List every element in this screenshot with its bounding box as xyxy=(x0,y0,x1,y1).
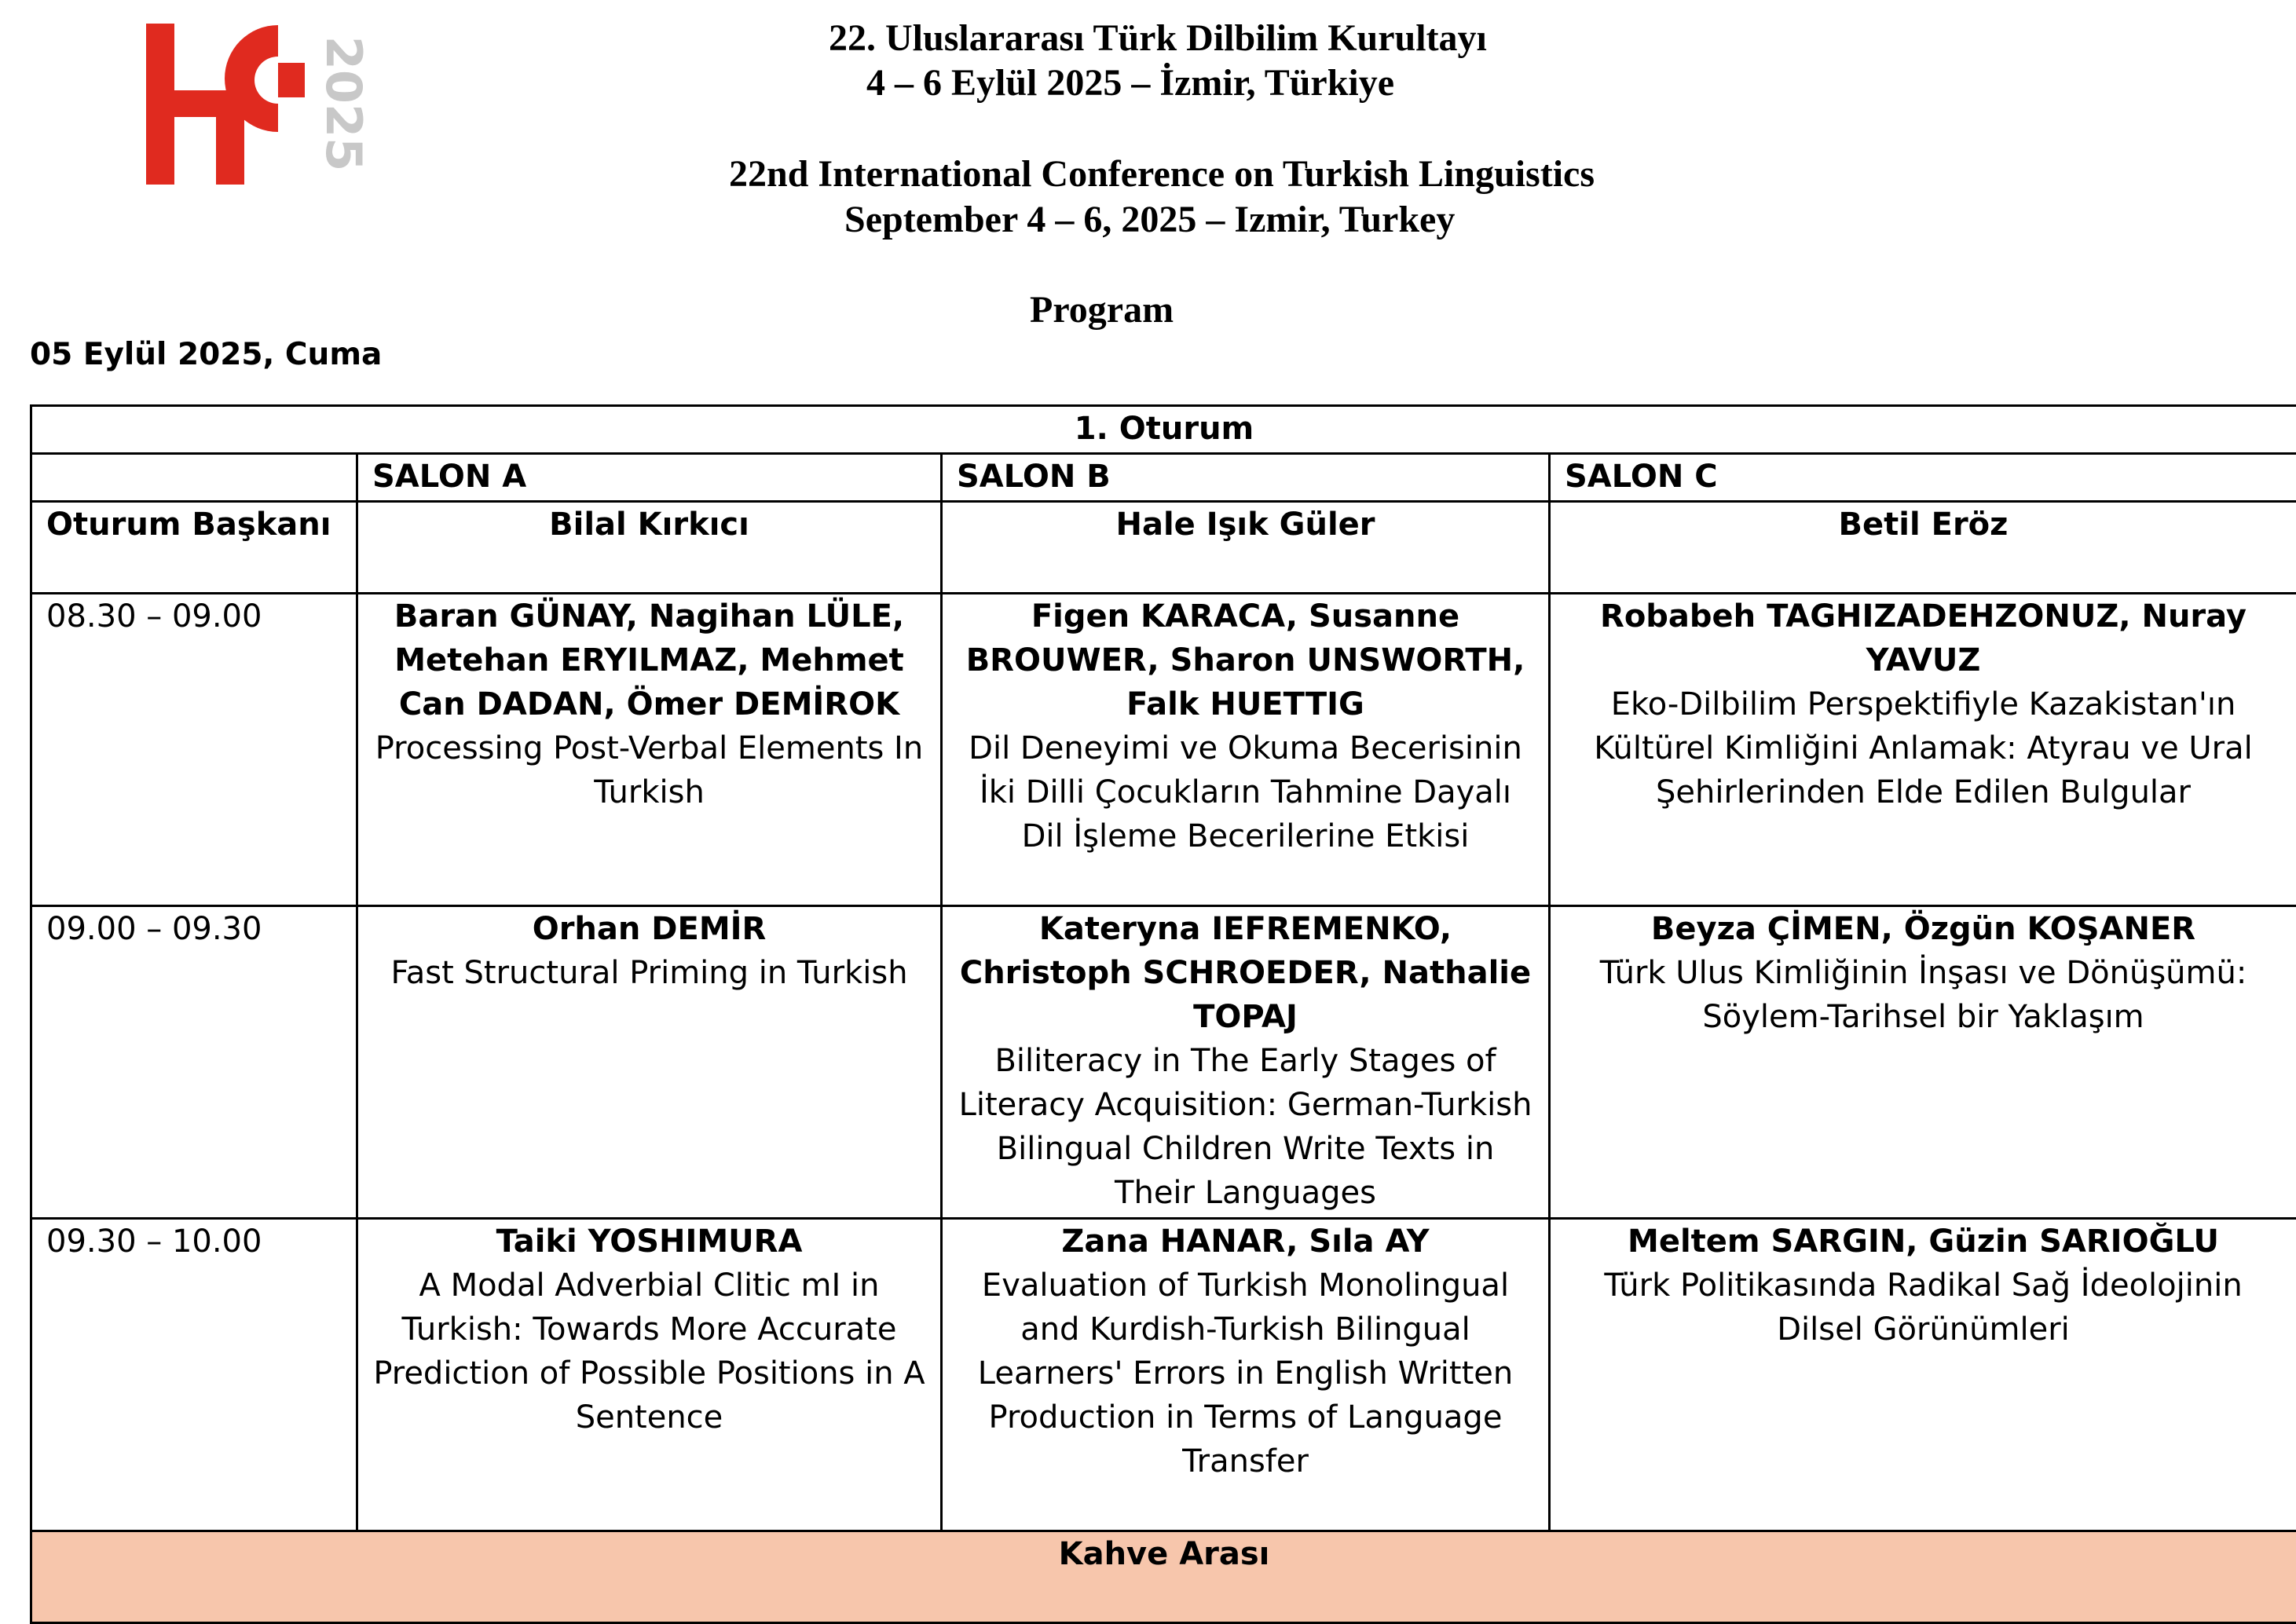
table-row xyxy=(31,594,2296,906)
talk-authors: Meltem SARGIN, Güzin SARIOĞLU xyxy=(1565,1220,2282,1264)
chair-salon-c: Betil Eröz xyxy=(1550,502,2296,594)
talk-title: Processing Post-Verbal Elements In Turkish xyxy=(372,726,926,814)
session-title: 1. Oturum xyxy=(31,406,2296,454)
talk-title: Türk Ulus Kimliğinin İnşası ve Dönüşümü: Söylem-Tarihsel bir Yaklaşım xyxy=(1565,951,2282,1039)
talk-cell xyxy=(942,594,1550,906)
talk-title: Dil Deneyimi ve Okuma Becerisinin İki Dilli Çocukların Tahmine Dayalı Dil İşleme Becerilerine Etkisi xyxy=(957,726,1534,858)
talk-authors: Robabeh TAGHIZADEHZONUZ, Nuray YAVUZ xyxy=(1565,594,2282,682)
dates-english: September 4 – 6, 2025 – Izmir, Turkey xyxy=(844,197,1455,243)
talk-authors: Kateryna IEFREMENKO, Christoph SCHROEDER, Nathalie TOPAJ xyxy=(957,907,1534,1039)
talk-authors: Baran GÜNAY, Nagihan LÜLE, Metehan ERYILMAZ, Mehmet Can DADAN, Ömer DEMİROK xyxy=(372,594,926,726)
time-slot: 09.30 – 10.00 xyxy=(31,1219,357,1531)
chair-salon-b: Hale Işık Güler xyxy=(942,502,1550,594)
salon-b: SALON B xyxy=(942,454,1550,502)
program-table xyxy=(30,404,2296,1624)
logo-year: 2025 xyxy=(315,36,372,172)
talk-cell xyxy=(357,594,942,906)
chair-row xyxy=(31,502,2296,594)
talk-authors: Beyza ÇİMEN, Özgün KOŞANER xyxy=(1565,907,2282,951)
talk-title: A Modal Adverbial Clitic mI in Turkish: Towards More Accurate Prediction of Possible Positions in A Sentence xyxy=(372,1264,926,1439)
title-english: 22nd International Conference on Turkish Linguistics xyxy=(729,152,1595,197)
talk-cell xyxy=(942,906,1550,1219)
salon-c: SALON C xyxy=(1550,454,2296,502)
program-heading: Program xyxy=(1030,287,1174,333)
talk-cell xyxy=(357,906,942,1219)
logo-mark xyxy=(146,24,305,185)
table-row xyxy=(31,1219,2296,1531)
chair-salon-a: Bilal Kırkıcı xyxy=(357,502,942,594)
talk-title: Eko-Dilbilim Perspektifiyle Kazakistan'ın Kültürel Kimliğini Anlamak: Atyrau ve Ural Şehirlerinden Elde Edilen Bulgular xyxy=(1565,682,2282,814)
talk-title: Biliteracy in The Early Stages of Literacy Acquisition: German-Turkish Bilingual Children Write Texts in Their Languages xyxy=(957,1039,1534,1215)
talk-title: Fast Structural Priming in Turkish xyxy=(372,951,926,995)
salon-row xyxy=(31,454,2296,502)
title-turkish: 22. Uluslararası Türk Dilbilim Kurultayı xyxy=(829,16,1487,61)
talk-cell xyxy=(357,1219,942,1531)
salon-empty-cell xyxy=(31,454,357,502)
talk-authors: Taiki YOSHIMURA xyxy=(372,1220,926,1264)
coffee-break-label: Kahve Arası xyxy=(31,1531,2296,1623)
time-slot: 09.00 – 09.30 xyxy=(31,906,357,1219)
coffee-break-row xyxy=(31,1531,2296,1623)
talk-title: Evaluation of Turkish Monolingual and Kurdish-Turkish Bilingual Learners' Errors in English Written Production in Terms of Language Transfer xyxy=(957,1264,1534,1483)
talk-authors: Orhan DEMİR xyxy=(372,907,926,951)
talk-authors: Figen KARACA, Susanne BROUWER, Sharon UNSWORTH, Falk HUETTIG xyxy=(957,594,1534,726)
program-date: 05 Eylül 2025, Cuma xyxy=(30,335,382,375)
chair-label: Oturum Başkanı xyxy=(31,502,357,594)
talk-cell xyxy=(1550,1219,2296,1531)
talk-cell xyxy=(1550,906,2296,1219)
conference-logo xyxy=(138,16,374,192)
salon-a: SALON A xyxy=(357,454,942,502)
talk-cell xyxy=(1550,594,2296,906)
talk-cell xyxy=(942,1219,1550,1531)
talk-title: Türk Politikasında Radikal Sağ İdeolojinin Dilsel Görünümleri xyxy=(1565,1264,2282,1352)
talk-authors: Zana HANAR, Sıla AY xyxy=(957,1220,1534,1264)
dates-turkish: 4 – 6 Eylül 2025 – İzmir, Türkiye xyxy=(866,60,1394,106)
table-row xyxy=(31,906,2296,1219)
session-row xyxy=(31,406,2296,454)
time-slot: 08.30 – 09.00 xyxy=(31,594,357,906)
